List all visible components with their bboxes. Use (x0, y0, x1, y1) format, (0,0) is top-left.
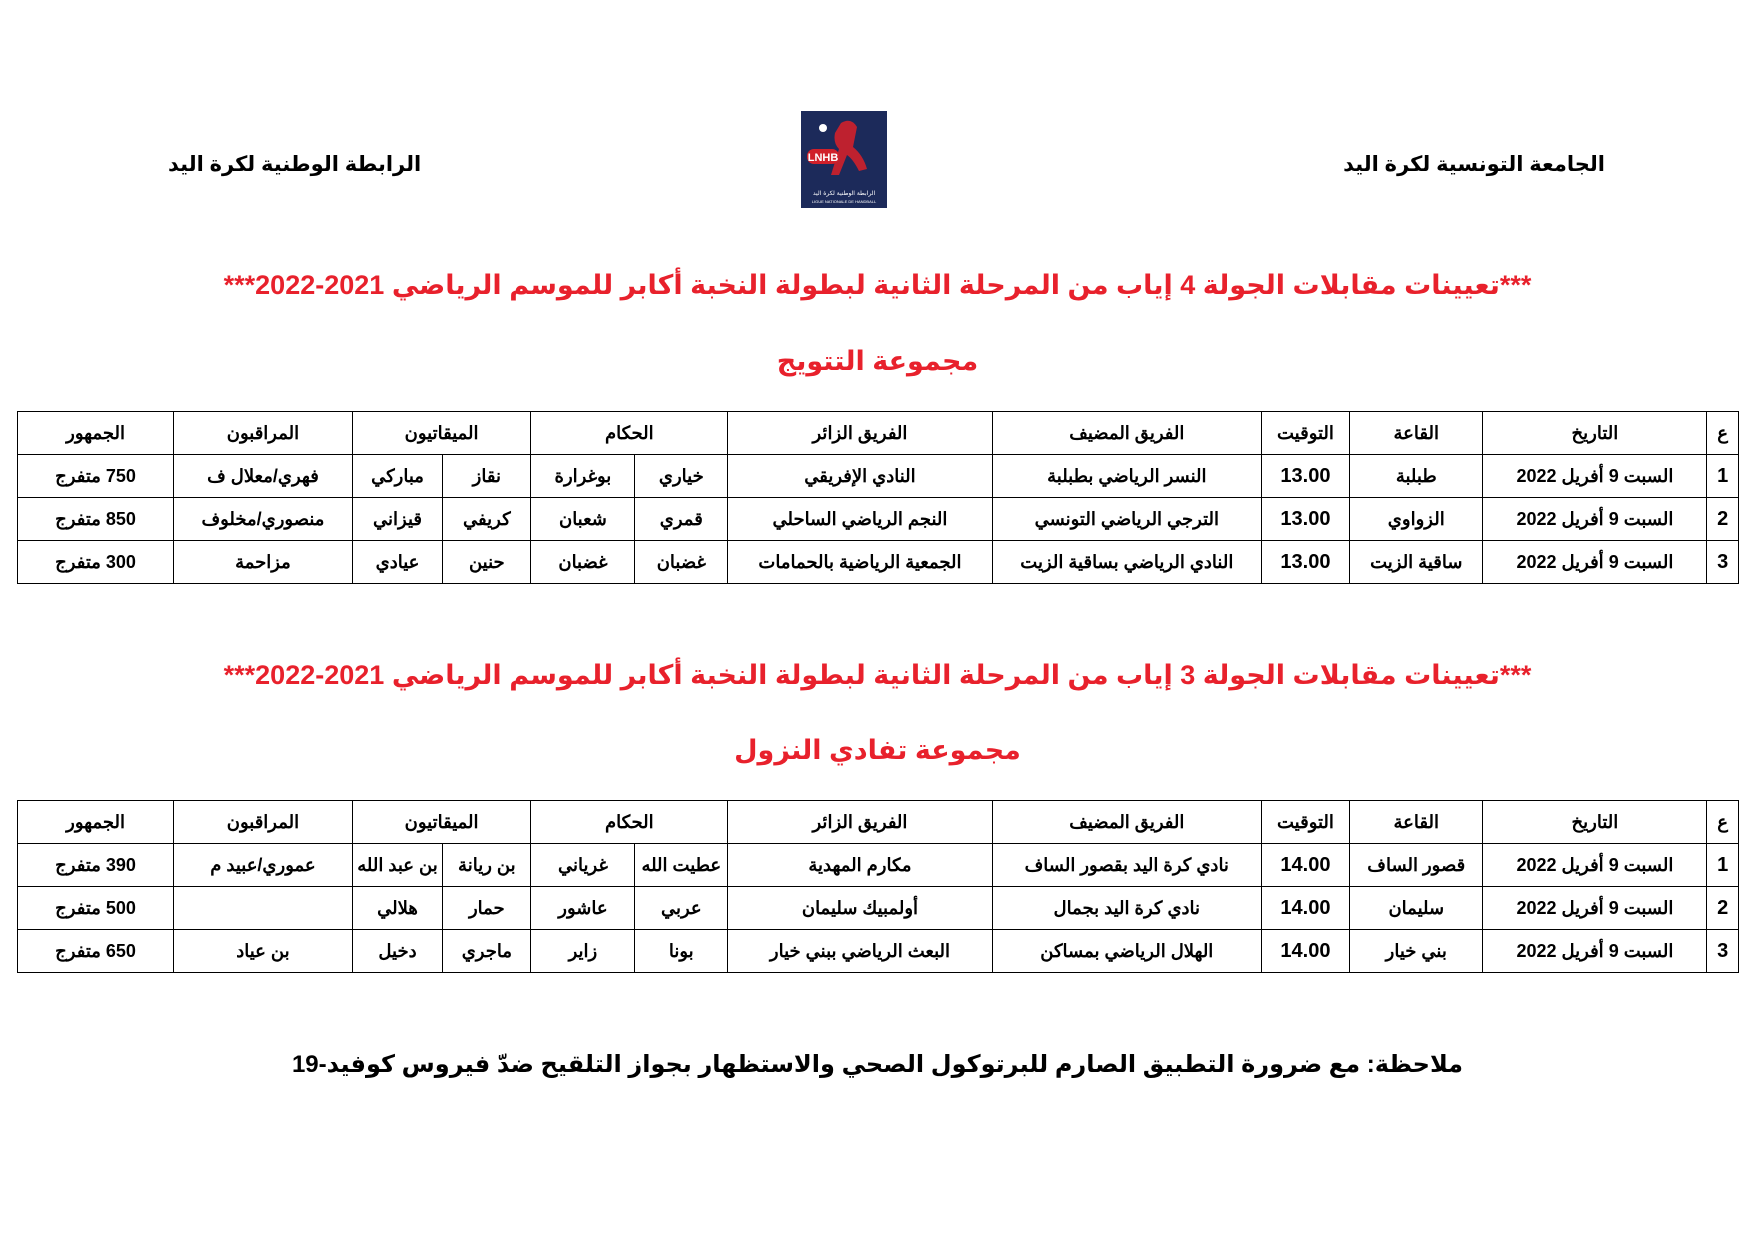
table-row (18, 455, 1739, 498)
cell-time: 14.00 (1261, 887, 1349, 930)
league-name: الرابطة الوطنية لكرة اليد (168, 153, 422, 176)
cell-audience: 500 متفرج (18, 887, 174, 930)
cell-home: الهلال الرياضي بمساكن (992, 930, 1261, 973)
cell-timekeeper-2: دخيل (352, 930, 442, 973)
col-home: الفريق المضيف (992, 412, 1261, 455)
col-timekeepers: الميقاتيون (352, 801, 531, 844)
col-timekeepers: الميقاتيون (352, 412, 531, 455)
cell-timekeeper-1: ماجري (443, 930, 531, 973)
cell-referee-1: عربي (635, 887, 728, 930)
cell-referee-2: عاشور (531, 887, 635, 930)
cell-date: السبت 9 أفريل 2022 (1483, 844, 1707, 887)
cell-home: النسر الرياضي بطبلبة (992, 455, 1261, 498)
cell-timekeeper-1: حنين (443, 541, 531, 584)
cell-observers (174, 887, 353, 930)
cell-date: السبت 9 أفريل 2022 (1483, 887, 1707, 930)
col-referees: الحكام (531, 412, 728, 455)
cell-timekeeper-2: مباركي (352, 455, 442, 498)
health-protocol-note: ملاحظة: مع ضرورة التطبيق الصارم للبرتوكول الصحي والاستظهار بجواز التلقيح ضدّ فيروس كوفيد-19 (291, 1051, 1464, 1078)
cell-audience: 850 متفرج (18, 498, 174, 541)
logo-subtitle-fr: LIGUE NATIONALE DE HANDBALL (811, 199, 877, 204)
cell-observers: بن عياد (174, 930, 353, 973)
cell-referee-1: خياري (635, 455, 728, 498)
table-row (18, 541, 1739, 584)
cell-hall: قصور الساف (1350, 844, 1483, 887)
logo-text: LNHB (807, 152, 839, 164)
cell-home: النادي الرياضي بساقية الزيت (992, 541, 1261, 584)
cell-referee-1: بونا (635, 930, 728, 973)
cell-date: السبت 9 أفريل 2022 (1483, 541, 1707, 584)
cell-num: 3 (1707, 930, 1739, 973)
col-referees: الحكام (531, 801, 728, 844)
cell-time: 14.00 (1261, 930, 1349, 973)
cell-num: 2 (1707, 887, 1739, 930)
cell-away: أولمبيك سليمان (728, 887, 993, 930)
cell-referee-1: غضبان (635, 541, 728, 584)
cell-away: البعث الرياضي ببني خيار (728, 930, 993, 973)
col-audience: الجمهور (18, 412, 174, 455)
cell-hall: الزواوي (1350, 498, 1483, 541)
cell-timekeeper-2: عيادي (352, 541, 442, 584)
cell-home: الترجي الرياضي التونسي (992, 498, 1261, 541)
cell-away: مكارم المهدية (728, 844, 993, 887)
cell-home: نادي كرة اليد بقصور الساف (992, 844, 1261, 887)
cell-timekeeper-1: حمار (443, 887, 531, 930)
cell-num: 2 (1707, 498, 1739, 541)
cell-referee-1: قمري (635, 498, 728, 541)
col-audience: الجمهور (18, 801, 174, 844)
cell-time: 14.00 (1261, 844, 1349, 887)
lnhb-logo (801, 111, 899, 211)
cell-away: النادي الإفريقي (728, 455, 993, 498)
cell-date: السبت 9 أفريل 2022 (1483, 455, 1707, 498)
section1-title: ***تعيينات مقابلات الجولة 4 إياب من المرحلة الثانية لبطولة النخبة أكابر للموسم الرياضي 2021-2022*** (223, 270, 1532, 300)
table-row (18, 887, 1739, 930)
cell-referee-2: غرياني (531, 844, 635, 887)
table-row (18, 844, 1739, 887)
cell-num: 3 (1707, 541, 1739, 584)
cell-referee-2: غضبان (531, 541, 635, 584)
col-away: الفريق الزائر (728, 801, 993, 844)
col-observers: المراقبون (174, 801, 353, 844)
col-num: ع (1707, 801, 1739, 844)
cell-audience: 750 متفرج (18, 455, 174, 498)
cell-time: 13.00 (1261, 541, 1349, 584)
col-date: التاريخ (1483, 801, 1707, 844)
cell-observers: عموري/عبيد م (174, 844, 353, 887)
cell-timekeeper-2: بن عبد الله (352, 844, 442, 887)
schedule-table-relegation (17, 800, 1739, 973)
cell-hall: ساقية الزيت (1350, 541, 1483, 584)
section2-subtitle: مجموعة تفادي النزول (734, 735, 1021, 765)
col-date: التاريخ (1483, 412, 1707, 455)
col-home: الفريق المضيف (992, 801, 1261, 844)
cell-timekeeper-1: نقاز (443, 455, 531, 498)
cell-referee-2: بوغرارة (531, 455, 635, 498)
cell-away: النجم الرياضي الساحلي (728, 498, 993, 541)
cell-time: 13.00 (1261, 498, 1349, 541)
table-row (18, 498, 1739, 541)
schedule-table-crowning (17, 411, 1739, 584)
cell-timekeeper-1: كريفي (443, 498, 531, 541)
cell-num: 1 (1707, 455, 1739, 498)
col-hall: القاعة (1350, 412, 1483, 455)
cell-observers: فهري/معلال ف (174, 455, 353, 498)
cell-audience: 300 متفرج (18, 541, 174, 584)
section1-subtitle: مجموعة التتويج (776, 346, 979, 376)
col-observers: المراقبون (174, 412, 353, 455)
federation-name: الجامعة التونسية لكرة اليد (1343, 153, 1605, 176)
table-header-row (18, 412, 1739, 455)
cell-referee-2: شعبان (531, 498, 635, 541)
logo-subtitle-ar: الرابطة الوطنية لكرة اليد (812, 190, 876, 197)
cell-hall: بني خيار (1350, 930, 1483, 973)
cell-observers: منصوري/مخلوف (174, 498, 353, 541)
cell-date: السبت 9 أفريل 2022 (1483, 930, 1707, 973)
cell-timekeeper-2: هلالي (352, 887, 442, 930)
table-row (18, 930, 1739, 973)
col-hall: القاعة (1350, 801, 1483, 844)
cell-audience: 390 متفرج (18, 844, 174, 887)
cell-away: الجمعية الرياضية بالحمامات (728, 541, 993, 584)
col-time: التوقيت (1261, 801, 1349, 844)
cell-audience: 650 متفرج (18, 930, 174, 973)
cell-referee-1: عطيت الله (635, 844, 728, 887)
cell-hall: سليمان (1350, 887, 1483, 930)
col-away: الفريق الزائر (728, 412, 993, 455)
cell-hall: طبلبة (1350, 455, 1483, 498)
cell-num: 1 (1707, 844, 1739, 887)
cell-referee-2: زاير (531, 930, 635, 973)
cell-timekeeper-2: قيزاني (352, 498, 442, 541)
section2-title: ***تعيينات مقابلات الجولة 3 إياب من المرحلة الثانية لبطولة النخبة أكابر للموسم الرياضي 2021-2022*** (223, 660, 1532, 690)
cell-date: السبت 9 أفريل 2022 (1483, 498, 1707, 541)
col-num: ع (1707, 412, 1739, 455)
table-header-row (18, 801, 1739, 844)
cell-observers: مزاحمة (174, 541, 353, 584)
cell-home: نادي كرة اليد بجمال (992, 887, 1261, 930)
col-time: التوقيت (1261, 412, 1349, 455)
cell-timekeeper-1: بن ريانة (443, 844, 531, 887)
cell-time: 13.00 (1261, 455, 1349, 498)
